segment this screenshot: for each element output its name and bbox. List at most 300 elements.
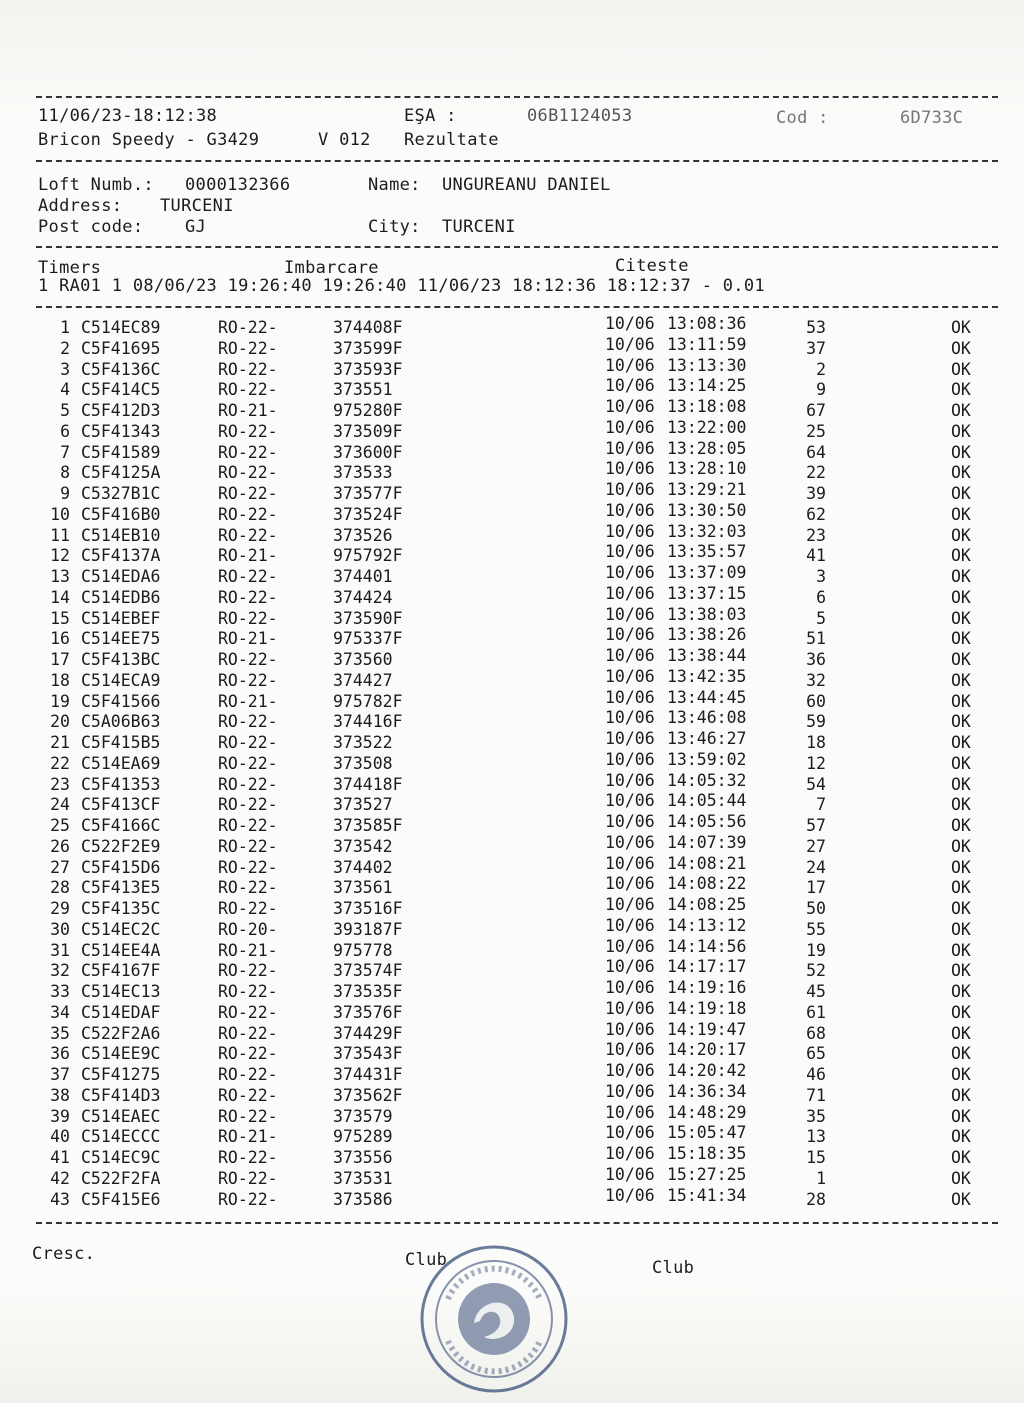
arrival-date: 10/06 (605, 459, 655, 479)
ring-number: 373590F (333, 608, 403, 628)
ring-number: 393187F (333, 919, 403, 939)
arrival-date: 10/06 (605, 563, 655, 582)
arrival-date: 10/06 (605, 812, 655, 831)
table-row (0, 459, 1024, 484)
chip-id: C514ECCC (81, 1127, 161, 1147)
separator-header (36, 160, 998, 162)
loft-number-value: 0000132366 (185, 175, 291, 195)
row-index: 4 (60, 380, 70, 400)
ring-number: 373574F (333, 961, 403, 981)
arrival-time: 14:05:56 (667, 812, 747, 831)
ring-number: 373535F (333, 982, 403, 1001)
position: 36 (806, 650, 826, 669)
status-ok: OK (951, 961, 971, 981)
ring-country: RO-22- (218, 463, 278, 483)
row-index: 39 (50, 1106, 70, 1126)
table-row (0, 646, 1024, 671)
esa-label: EŞA : (404, 106, 457, 126)
position: 24 (806, 857, 826, 877)
row-index: 37 (50, 1065, 70, 1084)
row-index: 43 (50, 1189, 70, 1209)
chip-id: C5F414C5 (81, 380, 161, 400)
position: 67 (806, 401, 826, 420)
table-row (0, 708, 1024, 733)
status-ok: OK (951, 380, 971, 400)
arrival-time: 13:22:00 (667, 417, 747, 437)
arrival-date: 10/06 (605, 376, 655, 396)
table-row (0, 1040, 1024, 1065)
ring-country: RO-22- (218, 1106, 278, 1126)
ring-country: RO-22- (218, 1044, 278, 1064)
row-index: 29 (50, 899, 70, 918)
ring-country: RO-22- (218, 712, 278, 732)
status-ok: OK (951, 857, 971, 877)
arrival-date: 10/06 (605, 770, 655, 790)
ring-number: 975778 (333, 940, 393, 960)
chip-id: C5F4136C (81, 359, 161, 379)
arrival-date: 10/06 (605, 1081, 655, 1101)
row-index: 12 (50, 546, 70, 566)
table-row (0, 417, 1024, 443)
arrival-time: 15:27:25 (667, 1164, 747, 1184)
ring-country: RO-21- (218, 629, 278, 649)
arrival-time: 15:41:34 (667, 1185, 747, 1205)
table-row (0, 812, 1024, 837)
ring-country: RO-22- (218, 1002, 278, 1022)
status-ok: OK (951, 1044, 971, 1064)
system-name: Bricon Speedy - G3429 (38, 130, 260, 150)
arrival-date: 10/06 (605, 480, 655, 499)
status-ok: OK (951, 587, 971, 607)
position: 62 (806, 504, 826, 524)
chip-id: C5F41566 (81, 691, 161, 711)
ring-country: RO-22- (218, 753, 278, 773)
arrival-date: 10/06 (605, 874, 655, 894)
arrival-time: 13:38:26 (667, 625, 747, 645)
ring-country: RO-22- (218, 670, 278, 690)
arrival-time: 14:05:32 (667, 770, 747, 790)
arrival-date: 10/06 (605, 355, 655, 375)
status-ok: OK (951, 1148, 971, 1167)
row-index: 5 (60, 401, 70, 420)
row-index: 30 (50, 919, 70, 939)
ring-number: 373585F (333, 816, 403, 835)
table-row (0, 874, 1024, 899)
ring-country: RO-22- (218, 1168, 278, 1188)
chip-id: C514EAEC (81, 1106, 161, 1126)
position: 27 (806, 836, 826, 856)
position: 6 (816, 587, 826, 607)
ring-country: RO-22- (218, 421, 278, 441)
table-row (0, 1019, 1024, 1045)
table-row (0, 1185, 1024, 1211)
arrival-date: 10/06 (605, 625, 655, 645)
position: 54 (806, 774, 826, 794)
position: 17 (806, 878, 826, 898)
table-row (0, 1081, 1024, 1107)
row-index: 41 (50, 1148, 70, 1167)
chip-id: C5F413BC (81, 650, 161, 669)
table-row (0, 397, 1024, 422)
ring-number: 373593F (333, 359, 403, 379)
table-row (0, 583, 1024, 609)
separator-timers (36, 306, 998, 308)
ring-country: RO-22- (218, 1065, 278, 1084)
row-index: 28 (50, 878, 70, 898)
arrival-date: 10/06 (605, 417, 655, 437)
ring-number: 374408F (333, 318, 403, 337)
timer-line: 1 RA01 1 08/06/23 19:26:40 19:26:40 11/06/23 18:12:36 18:12:37 - 0.01 (38, 276, 765, 296)
position: 51 (806, 629, 826, 649)
arrival-time: 13:30:50 (667, 500, 747, 520)
chip-id: C514EE4A (81, 940, 161, 960)
position: 28 (806, 1189, 826, 1209)
status-ok: OK (951, 753, 971, 773)
ring-number: 374416F (333, 712, 403, 732)
status-ok: OK (951, 401, 971, 420)
status-ok: OK (951, 504, 971, 524)
chip-id: C514EA69 (81, 753, 161, 773)
row-index: 18 (50, 670, 70, 690)
city-value: TURCENI (442, 217, 516, 237)
arrival-date: 10/06 (605, 1102, 655, 1122)
ring-number: 374401 (333, 567, 393, 586)
ring-country: RO-22- (218, 878, 278, 898)
citeste-label: Citeste (615, 256, 689, 276)
table-row (0, 1164, 1024, 1190)
arrival-date: 10/06 (605, 832, 655, 852)
ring-number: 373600F (333, 442, 403, 462)
ring-country: RO-22- (218, 836, 278, 856)
arrival-date: 10/06 (605, 936, 655, 956)
status-ok: OK (951, 774, 971, 794)
position: 32 (806, 670, 826, 690)
arrival-time: 14:07:39 (667, 832, 747, 852)
row-index: 3 (60, 359, 70, 379)
arrival-date: 10/06 (605, 1019, 655, 1039)
table-row (0, 666, 1024, 692)
arrival-time: 13:46:27 (667, 729, 747, 748)
status-ok: OK (951, 1127, 971, 1147)
row-index: 23 (50, 774, 70, 794)
ring-country: RO-22- (218, 899, 278, 918)
arrival-time: 15:18:35 (667, 1144, 747, 1163)
chip-id: C514EDA6 (81, 567, 161, 586)
ring-country: RO-22- (218, 857, 278, 877)
arrival-time: 13:38:44 (667, 646, 747, 665)
row-index: 34 (50, 1002, 70, 1022)
arrival-date: 10/06 (605, 583, 655, 603)
table-row (0, 563, 1024, 588)
table-row (0, 480, 1024, 505)
chip-id: C5F415D6 (81, 857, 161, 877)
ring-number: 373577F (333, 484, 403, 503)
arrival-time: 13:14:25 (667, 376, 747, 396)
chip-id: C5F416B0 (81, 504, 161, 524)
chip-id: C514EBEF (81, 608, 161, 628)
chip-id: C5F415E6 (81, 1189, 161, 1209)
table-row (0, 1102, 1024, 1128)
ring-country: RO-21- (218, 546, 278, 566)
status-ok: OK (951, 484, 971, 503)
row-index: 38 (50, 1085, 70, 1105)
arrival-time: 14:05:44 (667, 791, 747, 811)
ring-number: 373586 (333, 1189, 393, 1209)
status-ok: OK (951, 567, 971, 586)
table-row (0, 1123, 1024, 1148)
chip-id: C522F2A6 (81, 1023, 161, 1043)
status-ok: OK (951, 359, 971, 379)
row-index: 27 (50, 857, 70, 877)
ring-country: RO-22- (218, 1023, 278, 1043)
arrival-time: 13:37:15 (667, 583, 747, 603)
position: 2 (816, 359, 826, 379)
position: 25 (806, 421, 826, 441)
arrival-date: 10/06 (605, 687, 655, 707)
table-row (0, 770, 1024, 796)
row-index: 21 (50, 733, 70, 752)
arrival-date: 10/06 (605, 957, 655, 977)
club-stamp-icon (418, 1243, 570, 1395)
arrival-date: 10/06 (605, 998, 655, 1018)
position: 39 (806, 484, 826, 503)
ring-number: 373516F (333, 899, 403, 918)
club-label-left: Club (405, 1250, 448, 1270)
status-ok: OK (951, 1002, 971, 1022)
ring-country: RO-22- (218, 608, 278, 628)
ring-country: RO-22- (218, 650, 278, 669)
ring-country: RO-22- (218, 816, 278, 835)
position: 41 (806, 546, 826, 566)
position: 1 (816, 1168, 826, 1188)
position: 52 (806, 961, 826, 981)
arrival-date: 10/06 (605, 542, 655, 562)
table-row (0, 915, 1024, 941)
row-index: 42 (50, 1168, 70, 1188)
position: 23 (806, 525, 826, 545)
arrival-date: 10/06 (605, 334, 655, 354)
ring-number: 373526 (333, 525, 393, 545)
table-row (0, 376, 1024, 401)
arrival-time: 13:46:08 (667, 708, 747, 728)
position: 68 (806, 1023, 826, 1043)
status-ok: OK (951, 338, 971, 358)
arrival-date: 10/06 (605, 646, 655, 665)
report-title: Rezultate (404, 130, 499, 150)
table-row (0, 853, 1024, 879)
table-row (0, 438, 1024, 464)
row-index: 8 (60, 463, 70, 483)
status-ok: OK (951, 1189, 971, 1209)
name-value: UNGUREANU DANIEL (442, 175, 611, 195)
table-row (0, 500, 1024, 526)
chip-id: C5F415B5 (81, 733, 161, 752)
arrival-date: 10/06 (605, 915, 655, 935)
table-row (0, 1144, 1024, 1169)
post-code-label: Post code: (38, 217, 144, 237)
arrival-time: 13:42:35 (667, 666, 747, 686)
ring-number: 373542 (333, 836, 393, 856)
ring-number: 373579 (333, 1106, 393, 1126)
status-ok: OK (951, 836, 971, 856)
chip-id: C5F414D3 (81, 1085, 161, 1105)
chip-id: C514EB10 (81, 525, 161, 545)
arrival-time: 14:19:16 (667, 978, 747, 997)
ring-country: RO-21- (218, 401, 278, 420)
ring-country: RO-22- (218, 961, 278, 981)
row-index: 13 (50, 567, 70, 586)
ring-country: RO-22- (218, 318, 278, 337)
ring-number: 373551 (333, 380, 393, 400)
arrival-time: 13:37:09 (667, 563, 747, 582)
loft-number-label: Loft Numb.: (38, 175, 154, 195)
status-ok: OK (951, 982, 971, 1001)
status-ok: OK (951, 919, 971, 939)
status-ok: OK (951, 442, 971, 462)
status-ok: OK (951, 940, 971, 960)
arrival-time: 14:20:17 (667, 1040, 747, 1060)
arrival-time: 14:13:12 (667, 915, 747, 935)
ring-number: 975782F (333, 691, 403, 711)
status-ok: OK (951, 1106, 971, 1126)
arrival-time: 13:13:30 (667, 355, 747, 375)
arrival-date: 10/06 (605, 604, 655, 624)
chip-id: C5F4166C (81, 816, 161, 835)
chip-id: C5F413CF (81, 795, 161, 815)
chip-id: C5A06B63 (81, 712, 161, 732)
status-ok: OK (951, 629, 971, 649)
status-ok: OK (951, 525, 971, 545)
arrival-date: 10/06 (605, 1040, 655, 1060)
ring-number: 374429F (333, 1023, 403, 1043)
ring-country: RO-22- (218, 338, 278, 358)
arrival-date: 10/06 (605, 895, 655, 914)
chip-id: C5F4125A (81, 463, 161, 483)
position: 60 (806, 691, 826, 711)
ring-number: 373524F (333, 504, 403, 524)
chip-id: C514EDAF (81, 1002, 161, 1022)
ring-country: RO-22- (218, 484, 278, 503)
table-row (0, 729, 1024, 754)
row-index: 22 (50, 753, 70, 773)
ring-number: 374424 (333, 587, 393, 607)
ring-number: 975792F (333, 546, 403, 566)
arrival-time: 13:11:59 (667, 334, 747, 354)
row-index: 36 (50, 1044, 70, 1064)
chip-id: C5F41275 (81, 1065, 161, 1084)
ring-number: 374427 (333, 670, 393, 690)
arrival-time: 13:28:05 (667, 438, 747, 458)
table-row (0, 604, 1024, 630)
chip-id: C5F412D3 (81, 401, 161, 420)
table-row (0, 978, 1024, 1003)
position: 3 (816, 567, 826, 586)
post-code-value: GJ (185, 217, 207, 237)
arrival-time: 14:48:29 (667, 1102, 747, 1122)
table-row (0, 936, 1024, 962)
position: 9 (816, 380, 826, 400)
status-ok: OK (951, 795, 971, 815)
arrival-time: 14:19:18 (667, 998, 747, 1018)
arrival-time: 13:08:36 (667, 314, 747, 333)
chip-id: C5F41589 (81, 442, 161, 462)
arrival-date: 10/06 (605, 1164, 655, 1184)
club-label-right: Club (652, 1258, 695, 1278)
status-ok: OK (951, 318, 971, 337)
table-row (0, 998, 1024, 1024)
ring-number: 373576F (333, 1002, 403, 1022)
position: 61 (806, 1002, 826, 1022)
chip-id: C514EC89 (81, 318, 161, 337)
arrival-time: 13:38:03 (667, 604, 747, 624)
row-index: 32 (50, 961, 70, 981)
row-index: 40 (50, 1127, 70, 1147)
row-index: 31 (50, 940, 70, 960)
ring-country: RO-22- (218, 587, 278, 607)
status-ok: OK (951, 712, 971, 732)
status-ok: OK (951, 608, 971, 628)
row-index: 24 (50, 795, 70, 815)
chip-id: C514EC9C (81, 1148, 161, 1167)
ring-number: 374431F (333, 1065, 403, 1084)
position: 15 (806, 1148, 826, 1167)
position: 13 (806, 1127, 826, 1147)
ring-country: RO-22- (218, 504, 278, 524)
ring-country: RO-22- (218, 733, 278, 752)
ring-number: 373543F (333, 1044, 403, 1064)
table-row (0, 749, 1024, 775)
position: 65 (806, 1044, 826, 1064)
arrival-date: 10/06 (605, 500, 655, 520)
table-row (0, 355, 1024, 381)
arrival-time: 13:32:03 (667, 521, 747, 541)
chip-id: C5F41343 (81, 421, 161, 441)
position: 46 (806, 1065, 826, 1084)
name-label: Name: (368, 175, 421, 195)
ring-number: 975337F (333, 629, 403, 649)
ring-number: 373531 (333, 1168, 393, 1188)
ring-country: RO-21- (218, 940, 278, 960)
row-index: 7 (60, 442, 70, 462)
separator-top (36, 96, 998, 98)
ring-country: RO-22- (218, 1148, 278, 1167)
arrival-time: 15:05:47 (667, 1123, 747, 1143)
arrival-date: 10/06 (605, 1123, 655, 1143)
row-index: 26 (50, 836, 70, 856)
arrival-time: 13:44:45 (667, 687, 747, 707)
separator-owner (36, 246, 998, 248)
ring-number: 975289 (333, 1127, 393, 1147)
row-index: 20 (50, 712, 70, 732)
status-ok: OK (951, 1085, 971, 1105)
arrival-date: 10/06 (605, 1185, 655, 1205)
ring-country: RO-21- (218, 1127, 278, 1147)
ring-number: 373562F (333, 1085, 403, 1105)
city-label: City: (368, 217, 421, 237)
chip-id: C514EE75 (81, 629, 161, 649)
position: 53 (806, 318, 826, 337)
chip-id: C5F41695 (81, 338, 161, 358)
table-row (0, 521, 1024, 547)
status-ok: OK (951, 733, 971, 752)
esa-value: 06B1124053 (527, 106, 633, 126)
row-index: 10 (50, 504, 70, 524)
arrival-time: 14:14:56 (667, 936, 747, 956)
row-index: 19 (50, 691, 70, 711)
arrival-date: 10/06 (605, 749, 655, 769)
position: 18 (806, 733, 826, 752)
row-index: 17 (50, 650, 70, 669)
